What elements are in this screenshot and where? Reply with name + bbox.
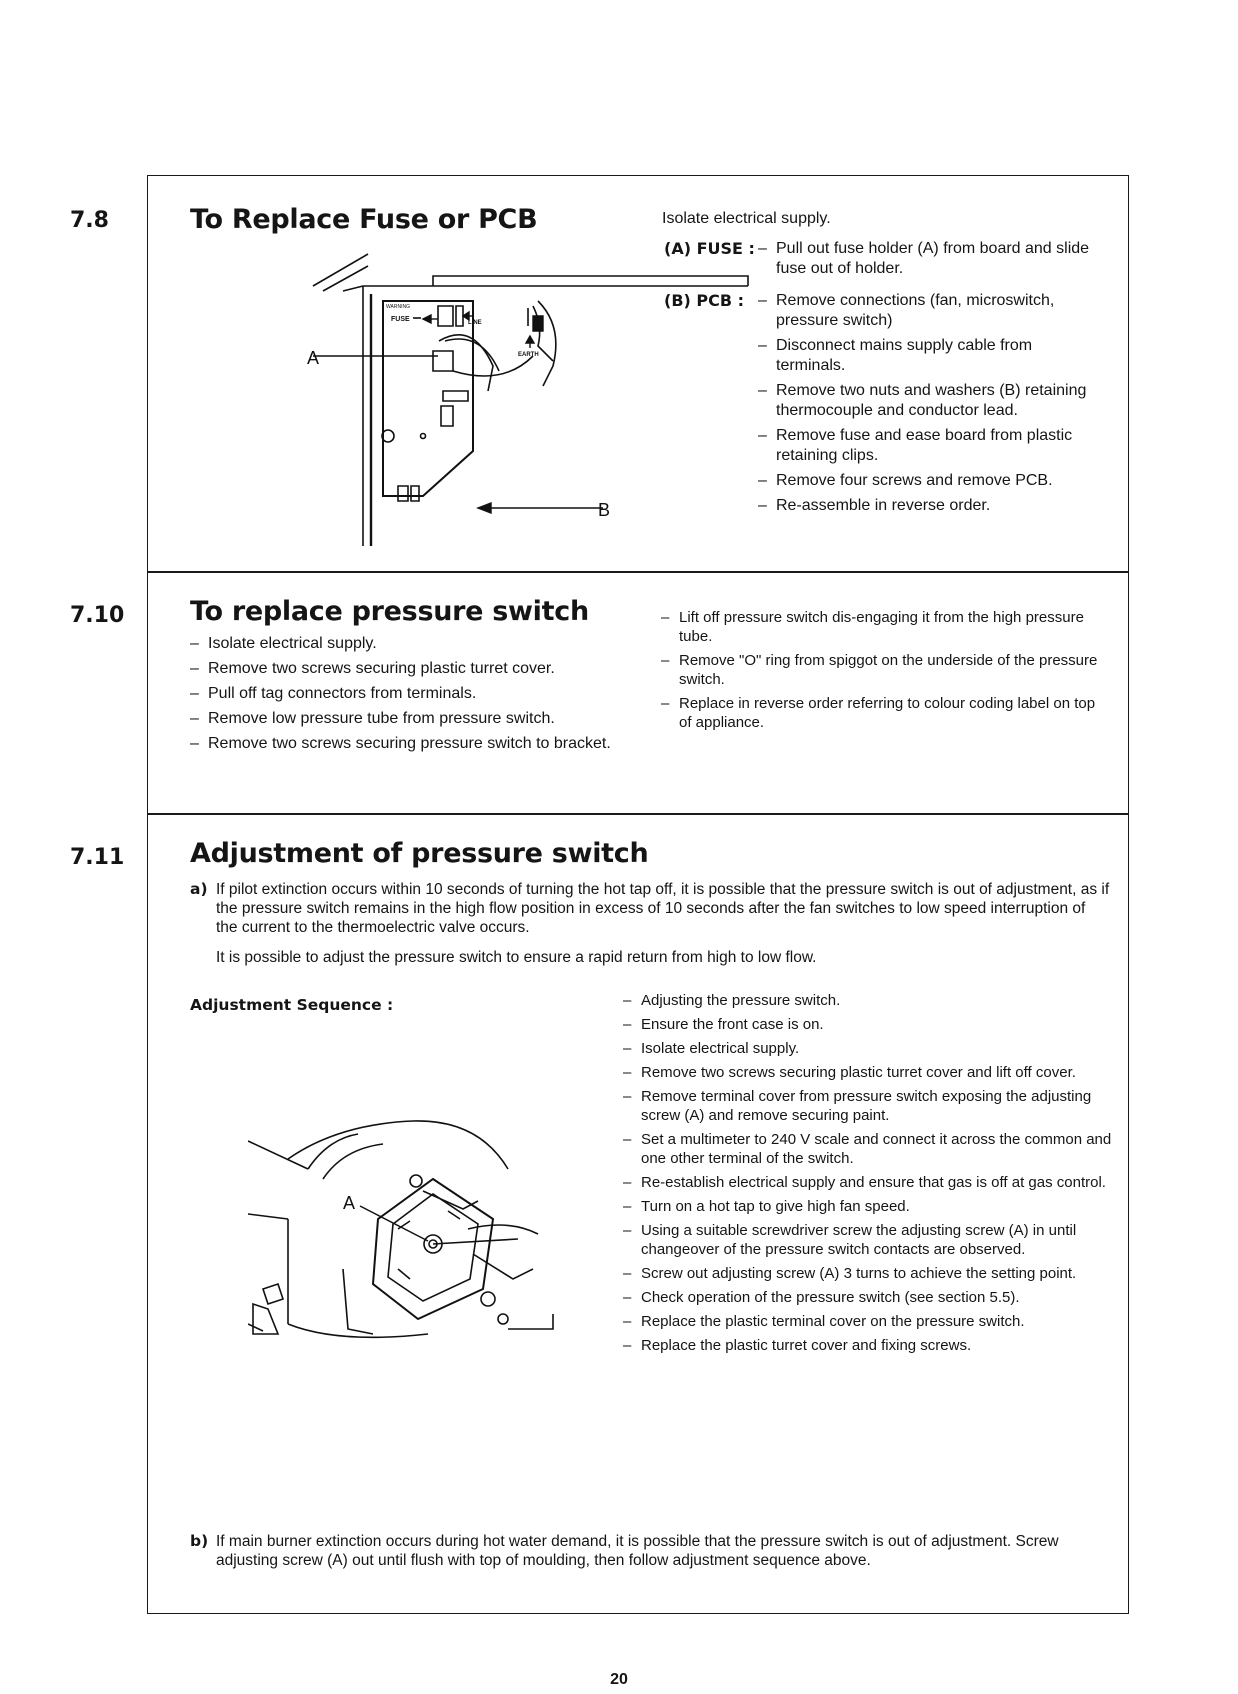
list-item: – Re-assemble in reverse order. [758, 496, 1091, 516]
section-7-8-box [147, 175, 1129, 573]
s711-a-label: a) [190, 880, 208, 898]
list-item: – Remove low pressure tube from pressure switch. [190, 709, 630, 729]
s711-a-text2: It is possible to adjust the pressure switch to ensure a rapid return from high to low flow. [216, 949, 817, 966]
list-item: – Remove two screws securing plastic turret cover and lift off cover. [623, 1063, 1113, 1082]
pcb-label-b: B [598, 500, 611, 520]
line-diagram-label: LINE [468, 320, 482, 326]
s78-intro: Isolate electrical supply. [662, 210, 831, 227]
list-item: – Remove four screws and remove PCB. [758, 471, 1091, 491]
s711-b-label: b) [190, 1532, 209, 1550]
list-item: – Disconnect mains supply cable from terminals. [758, 336, 1091, 376]
list-item: – Isolate electrical supply. [623, 1039, 1113, 1058]
section-7-8-title: To Replace Fuse or PCB [190, 204, 538, 235]
list-item: – Adjusting the pressure switch. [623, 991, 1113, 1010]
pressure-switch-diagram [248, 1119, 588, 1349]
list-item: – Check operation of the pressure switch (see section 5.5). [623, 1288, 1113, 1307]
s78-pcb-label: (B) PCB : [664, 291, 745, 310]
list-item: – Replace in reverse order referring to colour coding label on top of appliance. [661, 694, 1101, 732]
s78-fuse-step: – Pull out fuse holder (A) from board and slide fuse out of holder. [758, 239, 1091, 279]
list-item: – Screw out adjusting screw (A) 3 turns to achieve the setting point. [623, 1264, 1113, 1283]
list-item: – Remove "O" ring from spiggot on the underside of the pressure switch. [661, 651, 1101, 689]
s710-right-steps [661, 608, 1101, 737]
earth-diagram-label: EARTH [518, 352, 539, 358]
list-item: – Replace the plastic turret cover and fixing screws. [623, 1336, 1113, 1355]
fuse-diagram-label: FUSE [391, 316, 410, 323]
list-item: – Ensure the front case is on. [623, 1015, 1113, 1034]
s78-pcb-steps [758, 291, 1091, 521]
list-item: – Using a suitable screwdriver screw the adjusting screw (A) in until changeover of the pressure switch contacts are observed. [623, 1221, 1113, 1259]
section-number-7-10: 7.10 [70, 603, 125, 628]
section-number-7-8: 7.8 [70, 208, 109, 233]
s710-left-steps [190, 634, 630, 759]
section-7-10-title: To replace pressure switch [190, 596, 589, 627]
s711-sequence-heading: Adjustment Sequence : [190, 996, 394, 1014]
s711-sequence-steps [623, 991, 1113, 1360]
section-7-11-box [147, 813, 1129, 1614]
list-item: – Remove two nuts and washers (B) retaining thermocouple and conductor lead. [758, 381, 1091, 421]
section-7-10-box [147, 571, 1129, 815]
list-item: – Remove terminal cover from pressure switch exposing the adjusting screw (A) and remove securing paint. [623, 1087, 1113, 1125]
list-item: – Remove fuse and ease board from plastic retaining clips. [758, 426, 1091, 466]
page-number: 20 [610, 1671, 628, 1688]
list-item: – Remove two screws securing pressure switch to bracket. [190, 734, 630, 754]
section-7-11-title: Adjustment of pressure switch [190, 838, 649, 869]
adjusting-screw-label-a: A [343, 1193, 356, 1213]
fuse-label-a: A [307, 348, 320, 368]
list-item: – Re-establish electrical supply and ensure that gas is off at gas control. [623, 1173, 1113, 1192]
s711-b-text: If main burner extinction occurs during hot water demand, it is possible that the pressure switch is out of adjustment. Screw adjusting screw (A) out until flush with top of moulding, then follow adjustment sequence above. [216, 1533, 1059, 1569]
list-item: – Replace the plastic terminal cover on the pressure switch. [623, 1312, 1113, 1331]
list-item: – Remove two screws securing plastic turret cover. [190, 659, 630, 679]
list-item: – Turn on a hot tap to give high fan speed. [623, 1197, 1113, 1216]
warning-diagram-label: WARNING [386, 304, 410, 310]
s78-fuse-label: (A) FUSE : [664, 239, 755, 258]
section-number-7-11: 7.11 [70, 845, 125, 870]
list-item: – Remove connections (fan, microswitch, pressure switch) [758, 291, 1091, 331]
list-item: – Set a multimeter to 240 V scale and connect it across the common and one other terminal of the switch. [623, 1130, 1113, 1168]
s78-fuse-list [758, 239, 1091, 284]
list-item: – Isolate electrical supply. [190, 634, 630, 654]
list-item: – Pull off tag connectors from terminals. [190, 684, 630, 704]
list-item: – Lift off pressure switch dis-engaging it from the high pressure tube. [661, 608, 1101, 646]
s711-a-text: If pilot extinction occurs within 10 seconds of turning the hot tap off, it is possible that the pressure switch is out of adjustment, as if the pressure switch remains in the high flow position in excess of 10 seconds after the fan switches to low speed interruption of the current to the thermoelectric valve occurs. [216, 881, 1110, 936]
